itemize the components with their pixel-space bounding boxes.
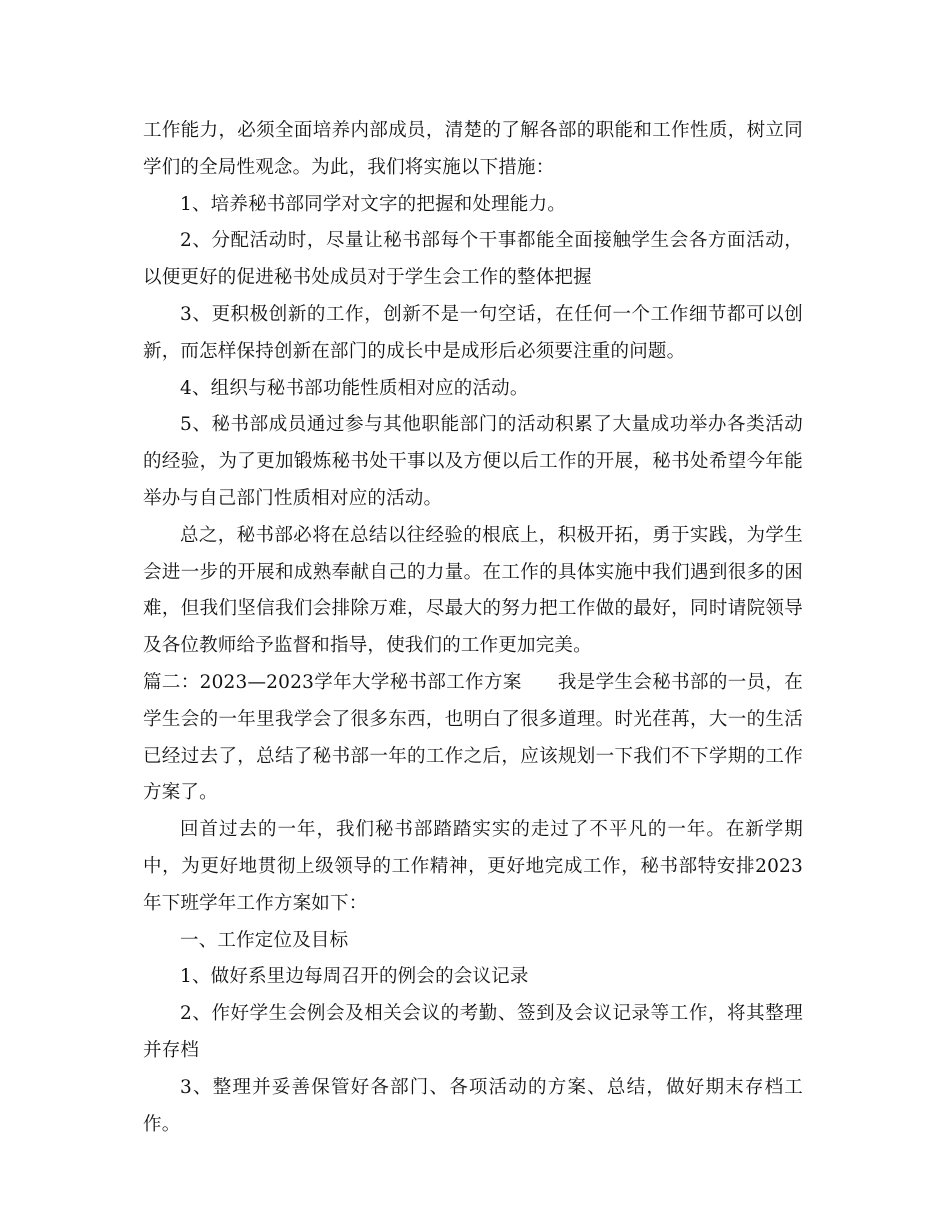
paragraph: 2、分配活动时，尽量让秘书部每个干事都能全面接触学生会各方面活动，以便更好的促进秘书处成员对于学生会工作的整体把握 bbox=[143, 230, 803, 289]
paragraph: 总之，秘书部必将在总结以往经验的根底上，积极开拓，勇于实践，为学生会进一步的开展和成熟奉献自己的力量。在工作的具体实施中我们遇到很多的困难，但我们坚信我们会排除万难，尽最大的努力把工作做的最好，同时请院领导及各位教师给予监督和指导，使我们的工作更加完美。 bbox=[143, 524, 803, 657]
document-body bbox=[143, 113, 803, 1143]
paragraph: 回首过去的一年，我们秘书部踏踏实实的走过了不平凡的一年。在新学期中，为更好地贯彻上级领导的工作精神，更好地完成工作，秘书部特安排2023年下班学年工作方案如下： bbox=[143, 819, 803, 914]
paragraph: 工作能力，必须全面培养内部成员，清楚的了解各部的职能和工作性质，树立同学们的全局性观念。为此，我们将实施以下措施： bbox=[143, 120, 803, 178]
paragraph: 3、整理并妥善保管好各部门、各项活动的方案、总结，做好期末存档工作。 bbox=[143, 1076, 803, 1135]
section-intro: 我是学生会秘书部的一员，在学生会的一年里我学会了很多东西，也明白了很多道理。时光荏苒，大一的生活已经过去了，总结了秘书部一年的工作之后，应该规划一下我们不下学期的工作方案了。 bbox=[143, 671, 803, 804]
paragraph: 一、工作定位及目标 bbox=[180, 929, 349, 951]
paragraph: 4、组织与秘书部功能性质相对应的活动。 bbox=[180, 377, 529, 399]
paragraph: 1、做好系里边每周召开的例会的会议记录 bbox=[180, 966, 529, 988]
section-heading-paragraph bbox=[143, 665, 803, 812]
section-title: 篇二：2023—2023学年大学秘书部工作方案 bbox=[143, 671, 522, 693]
paragraph: 1、培养秘书部同学对文字的把握和处理能力。 bbox=[180, 193, 566, 215]
paragraph: 3、更积极创新的工作，创新不是一句空话，在任何一个工作细节都可以创新，而怎样保持创新在部门的成长中是成形后必须要注重的问题。 bbox=[143, 303, 803, 362]
paragraph: 5、秘书部成员通过参与其他职能部门的活动积累了大量成功举办各类活动的经验，为了更加锻炼秘书处干事以及方便以后工作的开展，秘书处希望今年能举办与自己部门性质相对应的活动。 bbox=[143, 414, 803, 509]
paragraph: 2、作好学生会例会及相关会议的考勤、签到及会议记录等工作，将其整理并存档 bbox=[143, 1003, 803, 1061]
